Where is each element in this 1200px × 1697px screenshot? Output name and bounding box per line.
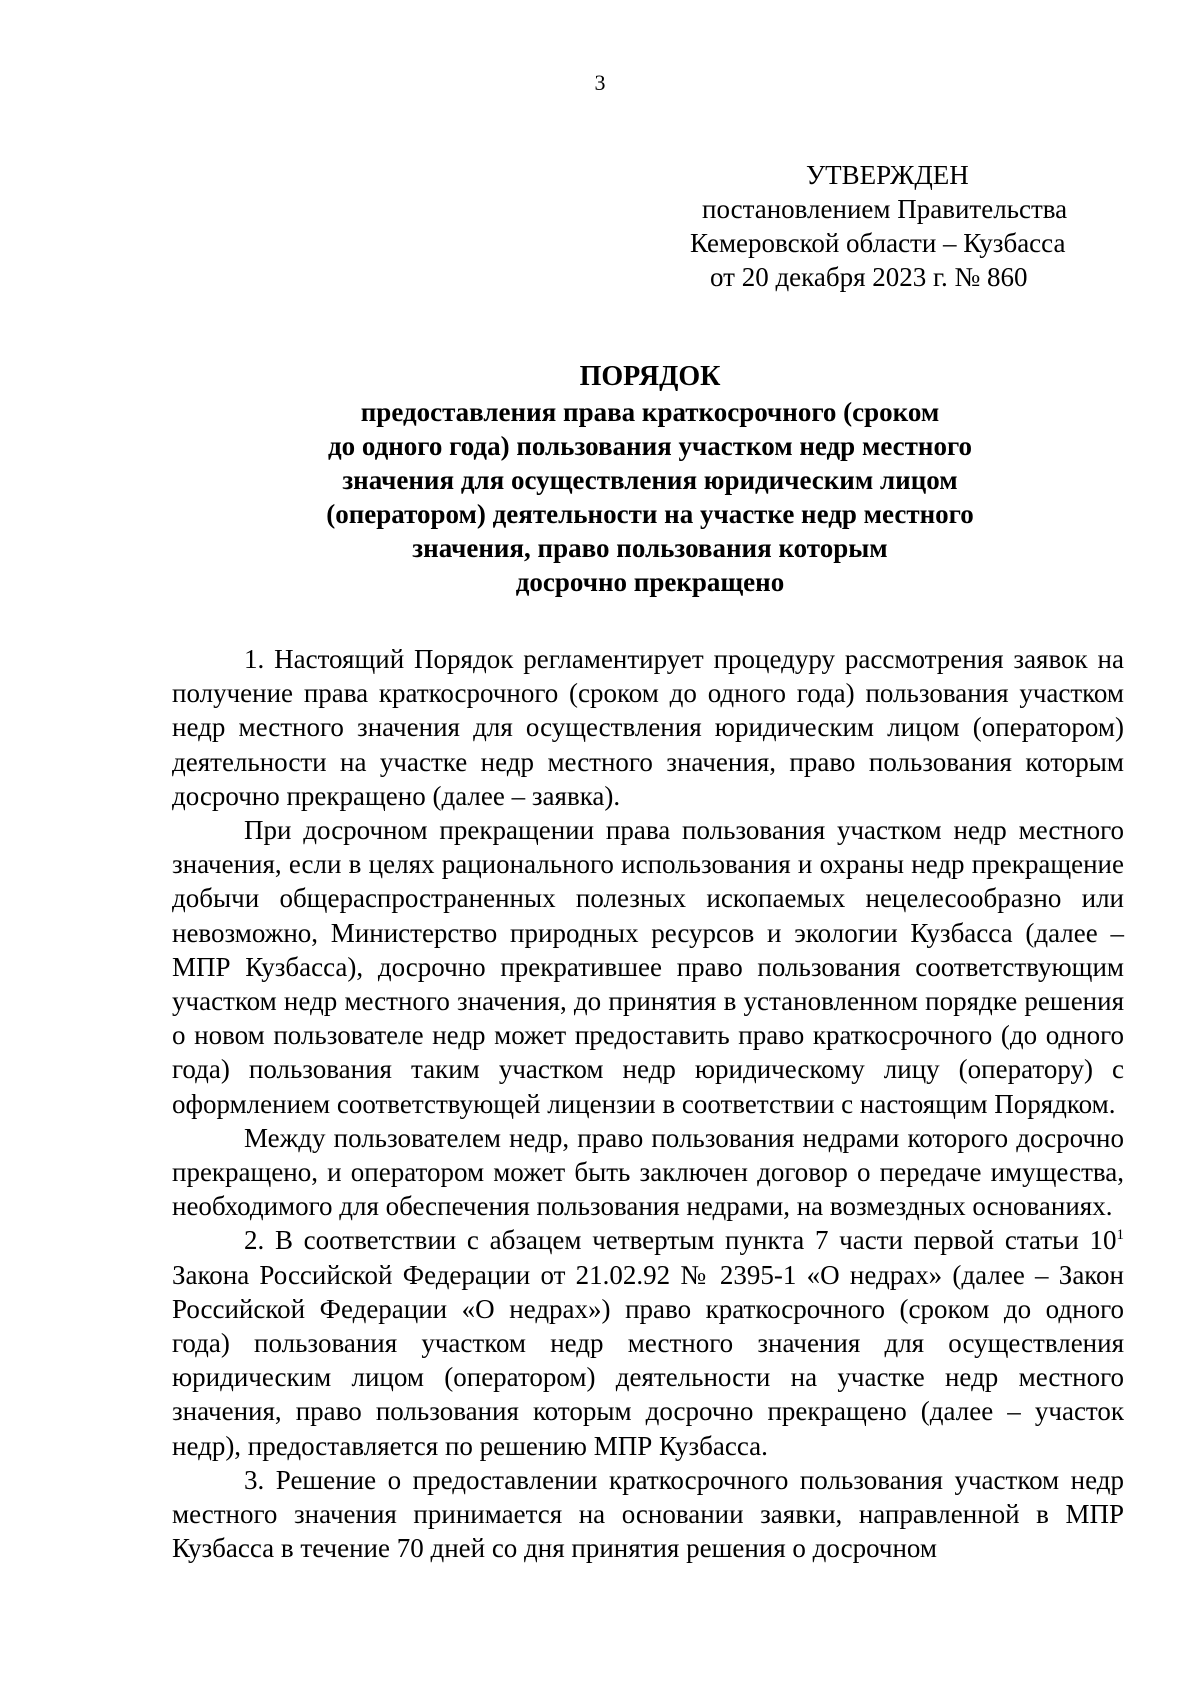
- paragraph-text: 2. В соответствии с абзацем четвертым пункта 7 части первой статьи 10: [244, 1225, 1117, 1256]
- paragraph-text: Закона Российской Федерации от 21.02.92 № 2395-1 «О недрах» (далее – Закон Российской Федерации «О недрах») право краткосрочного (сроком до одного года) пользования участком недр местного значения для осуществления юридическим лицом (оператором) деятельности на участке недр местного значения, право пользования которым досрочно прекращено (далее – участок недр), предоставляется по решению МПР Кузбасса.: [172, 1259, 1124, 1461]
- title-line: досрочно прекращено: [515, 567, 785, 597]
- paragraph: Между пользователем недр, право пользования недрами которого досрочно прекращено, и оператором может быть заключен договор о передаче имущества, необходимого для обеспечения пользования недрами, на возмездных основаниях.: [172, 1122, 1124, 1222]
- approval-stamp: [660, 158, 1120, 294]
- superscript: 1: [1116, 1227, 1124, 1244]
- page-number: 3: [594, 70, 606, 95]
- paragraph: 1. Настоящий Порядок регламентирует процедуру рассмотрения заявок на получение права краткосрочного (сроком до одного года) пользования участком недр местного значения для осуществления юридическим лицом (оператором) деятельности на участке недр местного значения, право пользования которым досрочно прекращено (далее – заявка).: [172, 644, 1124, 811]
- approval-date: от 20 декабря 2023 г. № 860: [710, 262, 1028, 292]
- approval-line: Кемеровской области – Кузбасса: [690, 228, 1066, 258]
- paragraph: 3. Решение о предоставлении краткосрочного пользования участком недр местного значения принимается на основании заявки, направленной в МПР Кузбасса в течение 70 дней со дня принятия решения о досрочном: [172, 1464, 1124, 1564]
- title-line: до одного года) пользования участком недр местного: [327, 431, 973, 461]
- title-line: (оператором) деятельности на участке недр местного: [326, 499, 974, 529]
- title-main: ПОРЯДОК: [579, 361, 721, 392]
- paragraph: [172, 1223, 1124, 1462]
- title-line: предоставления права краткосрочного (сроком: [360, 397, 940, 427]
- document-title: [170, 360, 1130, 599]
- approval-heading: УТВЕРЖДЕН: [806, 160, 969, 190]
- approval-line: постановлением Правительства: [702, 194, 1068, 224]
- paragraph: При досрочном прекращении права пользования участком недр местного значения, если в целях рационального использования и охраны недр прекращение добычи общераспространенных полезных ископаемых нецелесообразно или невозможно, Министерство природных ресурсов и экологии Кузбасса (далее – МПР Кузбасса), досрочно прекратившее право пользования соответствующим участком недр местного значения, до принятия в установленном порядке решения о новом пользователе недр может предоставить право краткосрочного (до одного года) пользования таким участком недр юридическому лицу (оператору) с оформлением соответствующей лицензии в соответствии с настоящим Порядком.: [172, 815, 1124, 1119]
- title-line: значения, право пользования которым: [412, 533, 888, 563]
- document-body: [172, 642, 1124, 1565]
- title-line: значения для осуществления юридическим лицом: [342, 465, 958, 495]
